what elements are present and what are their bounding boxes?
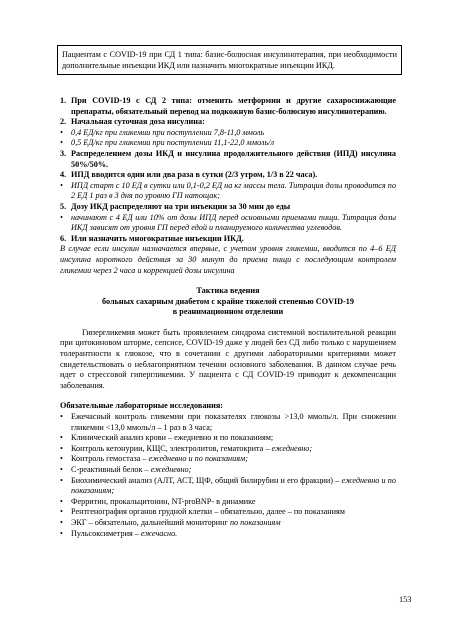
type1-diabetes-box [57,45,402,75]
lab-item [60,529,396,540]
list-item-bullet [60,213,396,234]
list-item-3 [60,149,396,170]
list-item-6 [60,234,396,245]
lab-item [60,444,396,455]
lab-item-text: Биохимический анализ (АЛТ, АСТ, ЩФ, общий билирубин и его фракции) – [71,475,342,485]
list-marker: 6. [60,233,67,243]
lab-item-text: Клинический анализ крови – ежедневно и по показаниям; [71,433,274,443]
list-marker: 5. [60,201,67,211]
lab-item [60,476,396,497]
bullet-marker: • [60,475,63,485]
lab-heading: Обязательные лабораторные исследования: [60,401,224,411]
box-note-text: Пациентам с COVID-19 при СД 1 типа: базис-болюсная инсулинотерапия, при необходимости дополнительные инъекции ИКД или назначить многократные инъекции ИКД. [62,50,397,70]
bullet-marker: • [60,127,63,137]
list-text: При COVID-19 с СД 2 типа: отменить метформин и другие сахароснижающие препараты, обязательный перевод на подкожную базис-болюсную инсулинотерапию. [71,96,396,116]
lab-item-italic: ежедневно; [271,443,313,453]
list-text: Начальная суточная доза инсулина: [71,117,205,127]
lab-item [60,412,396,433]
lab-item [60,465,396,476]
list-item-bullet [60,181,396,202]
list-text: Распределением дозы ИКД и инсулина продолжительного действия (ИПД) инсулина 50%/50%. [71,148,396,169]
list-item-5 [60,202,396,213]
lab-item-text: Контроль кетонурии, КЩС, электролитов, гематокрита – [71,443,272,453]
list-item-4 [60,170,396,181]
insulin-note: В случае если инсулин назначается впервые, с учетом уровня гликемии, вводится по 4–6 ЕД инсулина короткого действия за 30 минут до приема пищи с последующим контролем гликемии через 2 часа и коррекцией дозы инсулина [60,244,396,275]
bullet-marker: • [60,465,63,474]
list-item-2 [60,117,396,128]
lab-item-italic: по показаниям [229,517,281,527]
bullet-marker: • [60,507,63,517]
bullet-marker: • [60,517,63,527]
list-text: Дозу ИКД распределяют на три инъекции за 30 мин до еды [71,201,291,211]
section-title-line-3: в реанимационном отделении [172,307,284,317]
lab-item [60,518,396,529]
lab-item [60,497,396,508]
bullet-marker: • [60,454,63,464]
lab-item-italic: ежечасно. [140,528,178,538]
bullet-marker: • [60,443,63,453]
lab-item-italic: ежедневно и по показаниям; [148,454,248,464]
lab-item-text: Пульсоксиметрия – [71,528,141,538]
bullet-marker: • [60,496,63,506]
list-text: начинают с 4 ЕД или 10% от дозы ИПД перед основными приемами пищи. Титрация дозы ИКД зависят от уровня ГП перед едой и планируемого количества углеводов. [71,212,396,233]
list-item-bullet [60,128,396,139]
lab-item [60,507,396,518]
lab-item-text: Рентгенография органов грудной клетки – обязательно, далее – по показаниям [71,507,345,517]
lab-item [60,454,396,465]
list-text: ИПД старт с 10 ЕД в сутки или 0,1-0,2 ЕД на кг массы тела. Титрация дозы проводится по 2 ЕД 1 раз в 3 дня по уровню ГП натощак; [71,180,396,201]
lab-item-italic: ежедневно; [150,465,192,474]
list-marker: 4. [60,170,67,180]
bullet-marker: • [60,180,63,190]
lab-item-text: ЭКГ – обязательно, дальнейший мониторинг [71,517,230,527]
lab-item [60,433,396,444]
section-title-line-2: больных сахарным диабетом с крайне тяжелой степенью COVID-19 [101,296,354,306]
list-marker: 1. [60,96,67,105]
lab-item-text: С-реактивный белок – [71,465,151,474]
bullet-marker: • [60,528,63,538]
list-text: Или назначить многократные инъекции ИКД. [71,233,244,243]
hyperglycemia-paragraph: Гипергликемия может быть проявлением синдрома системной воспалительной реакции при цитокиновом шторме, сепсисе, COVID-19 даже у людей без СД либо только с нарушением толерантности к глюкозе, что в сочетании с другими лабораторными критериями может свидетельствовать о неблагоприятном течении основного заболевания. В данном случае речь идет о стрессовой гипергликемии. У пациента с СД COVID-19 приводит к декомпенсации заболевания. [60,327,396,390]
bullet-marker: • [60,138,63,148]
page-number: 153 [399,595,412,604]
section-title-line-1: Тактика ведения [196,286,260,296]
list-text: ИПД вводится один или два раза в сутки (2/3 утром, 1/3 в 22 часа). [71,170,318,180]
list-marker: 2. [60,117,67,127]
list-marker: 3. [60,148,67,158]
lab-item-text: Ежечасный контроль гликемии при показателях глюкозы >13,0 ммоль/л. При снижении гликемии <13,0 ммоль/л – 1 раз в 3 часа; [71,412,396,432]
main-content [60,96,396,539]
bullet-marker: • [60,433,63,443]
list-item-1 [60,96,396,117]
list-text: 0,5 ЕД/кг при гликемии при поступлении 11,1-22,0 ммоль/л [71,138,275,148]
list-text: 0,4 ЕД/кг при гликемии при поступлении 7,8-11,0 ммоль [71,127,265,137]
list-item-bullet [60,138,396,149]
lab-item-text: Ферритин, прокальцитонин, NT-proBNP- в динамике [71,496,256,506]
lab-item-italic: ежедневно и по показаниям; [71,475,396,496]
bullet-marker: • [60,412,63,422]
lab-item-text: Контроль гемостаза – [71,454,149,464]
bullet-marker: • [60,212,63,222]
